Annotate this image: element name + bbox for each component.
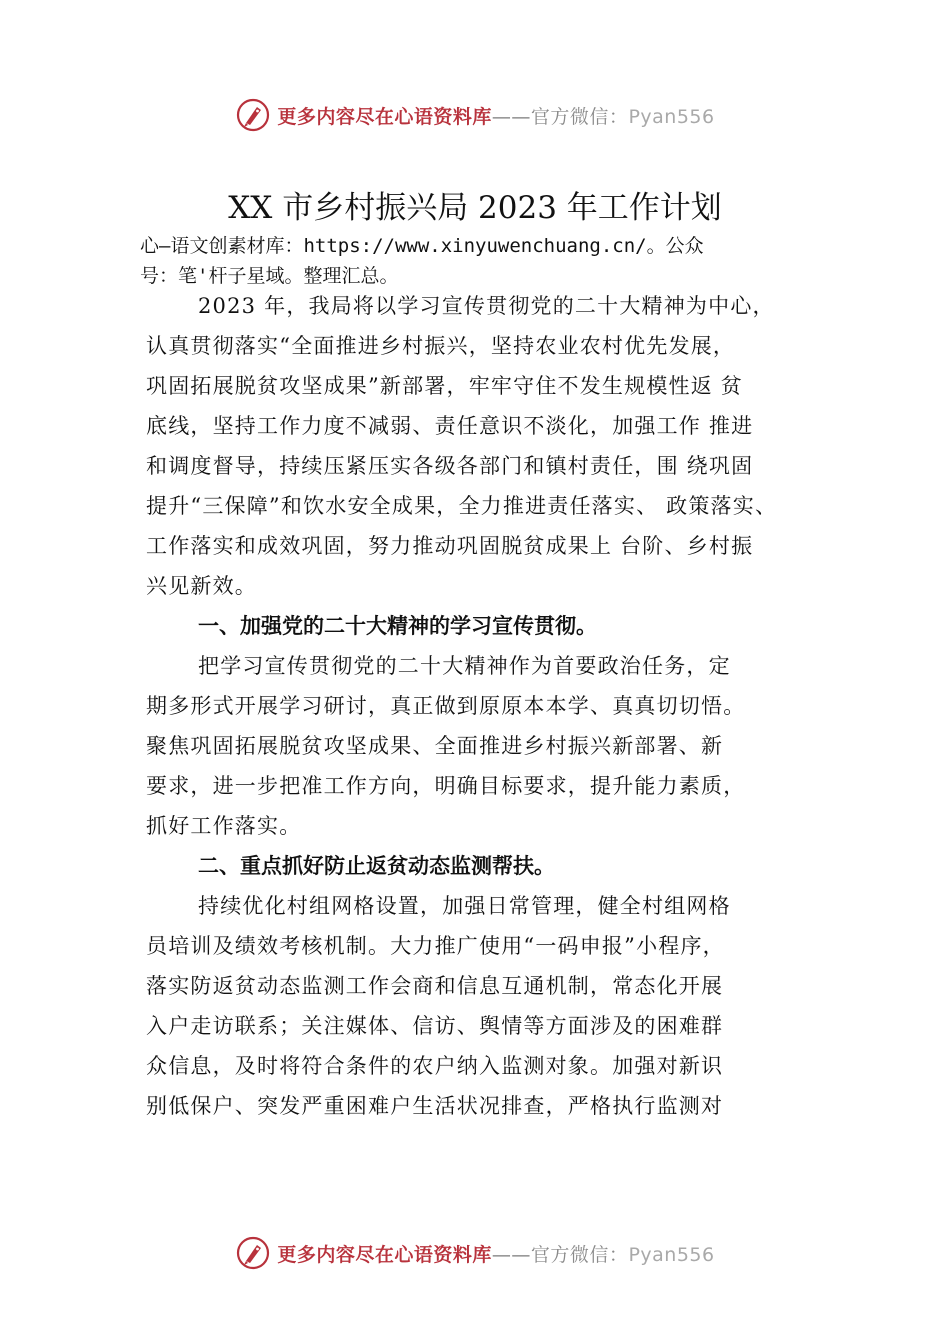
- text-line: 工作落实和成效巩固，努力推动巩固脱贫成果上 台阶、乡村振: [146, 534, 754, 558]
- text-line: 和调度督导，持续压紧压实各级各部门和镇村责任，围 绕巩固: [146, 454, 754, 478]
- watermark-wechat-id: Pyan556: [628, 1243, 715, 1266]
- watermark-banner-top: [0, 97, 950, 133]
- intro-paragraph: [146, 286, 846, 606]
- watermark-dash: ——: [491, 1243, 531, 1266]
- text-line: 聚焦巩固拓展脱贫攻坚成果、全面推进乡村振兴新部署、新: [146, 734, 724, 758]
- watermark-library-name: 更多内容尽在心语资料库: [277, 1243, 492, 1266]
- watermark-wechat-id: Pyan556: [628, 105, 715, 128]
- text-line: 抓好工作落实。: [146, 814, 302, 838]
- watermark-library-name: 更多内容尽在心语资料库: [277, 105, 492, 128]
- text-line: 2023 年，我局将以学习宣传贯彻党的二十大精神为中心，: [198, 294, 775, 318]
- source-line: 心—语文创素材库：https://www.xinyuwenchuang.cn/。公众: [140, 235, 704, 257]
- text-line: 把学习宣传贯彻党的二十大精神作为首要政治任务，定: [198, 654, 731, 678]
- text-line: 要求，进一步把准工作方向，明确目标要求，提升能力素质，: [146, 774, 746, 798]
- text-line: 持续优化村组网格设置，加强日常管理，健全村组网格: [198, 894, 731, 918]
- text-line: 入户走访联系；关注媒体、信访、舆情等方面涉及的困难群: [146, 1014, 724, 1038]
- text-line: 落实防返贫动态监测工作会商和信息互通机制，常态化开展: [146, 974, 724, 998]
- document-title: XX 市乡村振兴局 2023 年工作计划: [228, 190, 722, 226]
- text-line: 别低保户、突发严重困难户生活状况排查，严格执行监测对: [146, 1094, 724, 1118]
- text-line: 员培训及绩效考核机制。大力推广使用“一码申报”小程序，: [146, 934, 725, 958]
- text-line: 巩固拓展脱贫攻坚成果”新部署，牢牢守住不发生规模性返 贫: [146, 374, 744, 398]
- pen-nib-seal-icon: [235, 1235, 271, 1271]
- text-line: 底线，坚持工作力度不减弱、责任意识不淡化，加强工作 推进: [146, 414, 754, 438]
- watermark-text: [277, 102, 714, 129]
- watermark-wechat-label: 官方微信：: [530, 105, 629, 128]
- document-body: [146, 286, 846, 1126]
- watermark-dash: ——: [491, 105, 531, 128]
- section-heading-2: 二、重点抓好防止返贫动态监测帮扶。: [198, 854, 555, 878]
- watermark-banner-bottom: [0, 1235, 950, 1271]
- watermark-text: [277, 1240, 714, 1267]
- source-line: 号：笔'杆子星域。整理汇总。: [140, 265, 399, 287]
- section-heading-1: 一、加强党的二十大精神的学习宣传贯彻。: [198, 614, 597, 638]
- text-line: 兴见新效。: [146, 574, 257, 598]
- text-line: 认真贯彻落实“全面推进乡村振兴，坚持农业农村优先发展，: [146, 334, 736, 358]
- section-1-paragraph: [146, 646, 846, 846]
- pen-nib-seal-icon: [235, 97, 271, 133]
- text-line: 期多形式开展学习研讨，真正做到原原本本学、真真切切悟。: [146, 694, 746, 718]
- section-2-paragraph: [146, 886, 846, 1126]
- text-line: 众信息，及时将符合条件的农户纳入监测对象。加强对新识: [146, 1054, 724, 1078]
- source-attribution: [140, 231, 840, 291]
- watermark-wechat-label: 官方微信：: [530, 1243, 629, 1266]
- text-line: 提升“三保障”和饮水安全成果，全力推进责任落实、 政策落实、: [146, 494, 778, 518]
